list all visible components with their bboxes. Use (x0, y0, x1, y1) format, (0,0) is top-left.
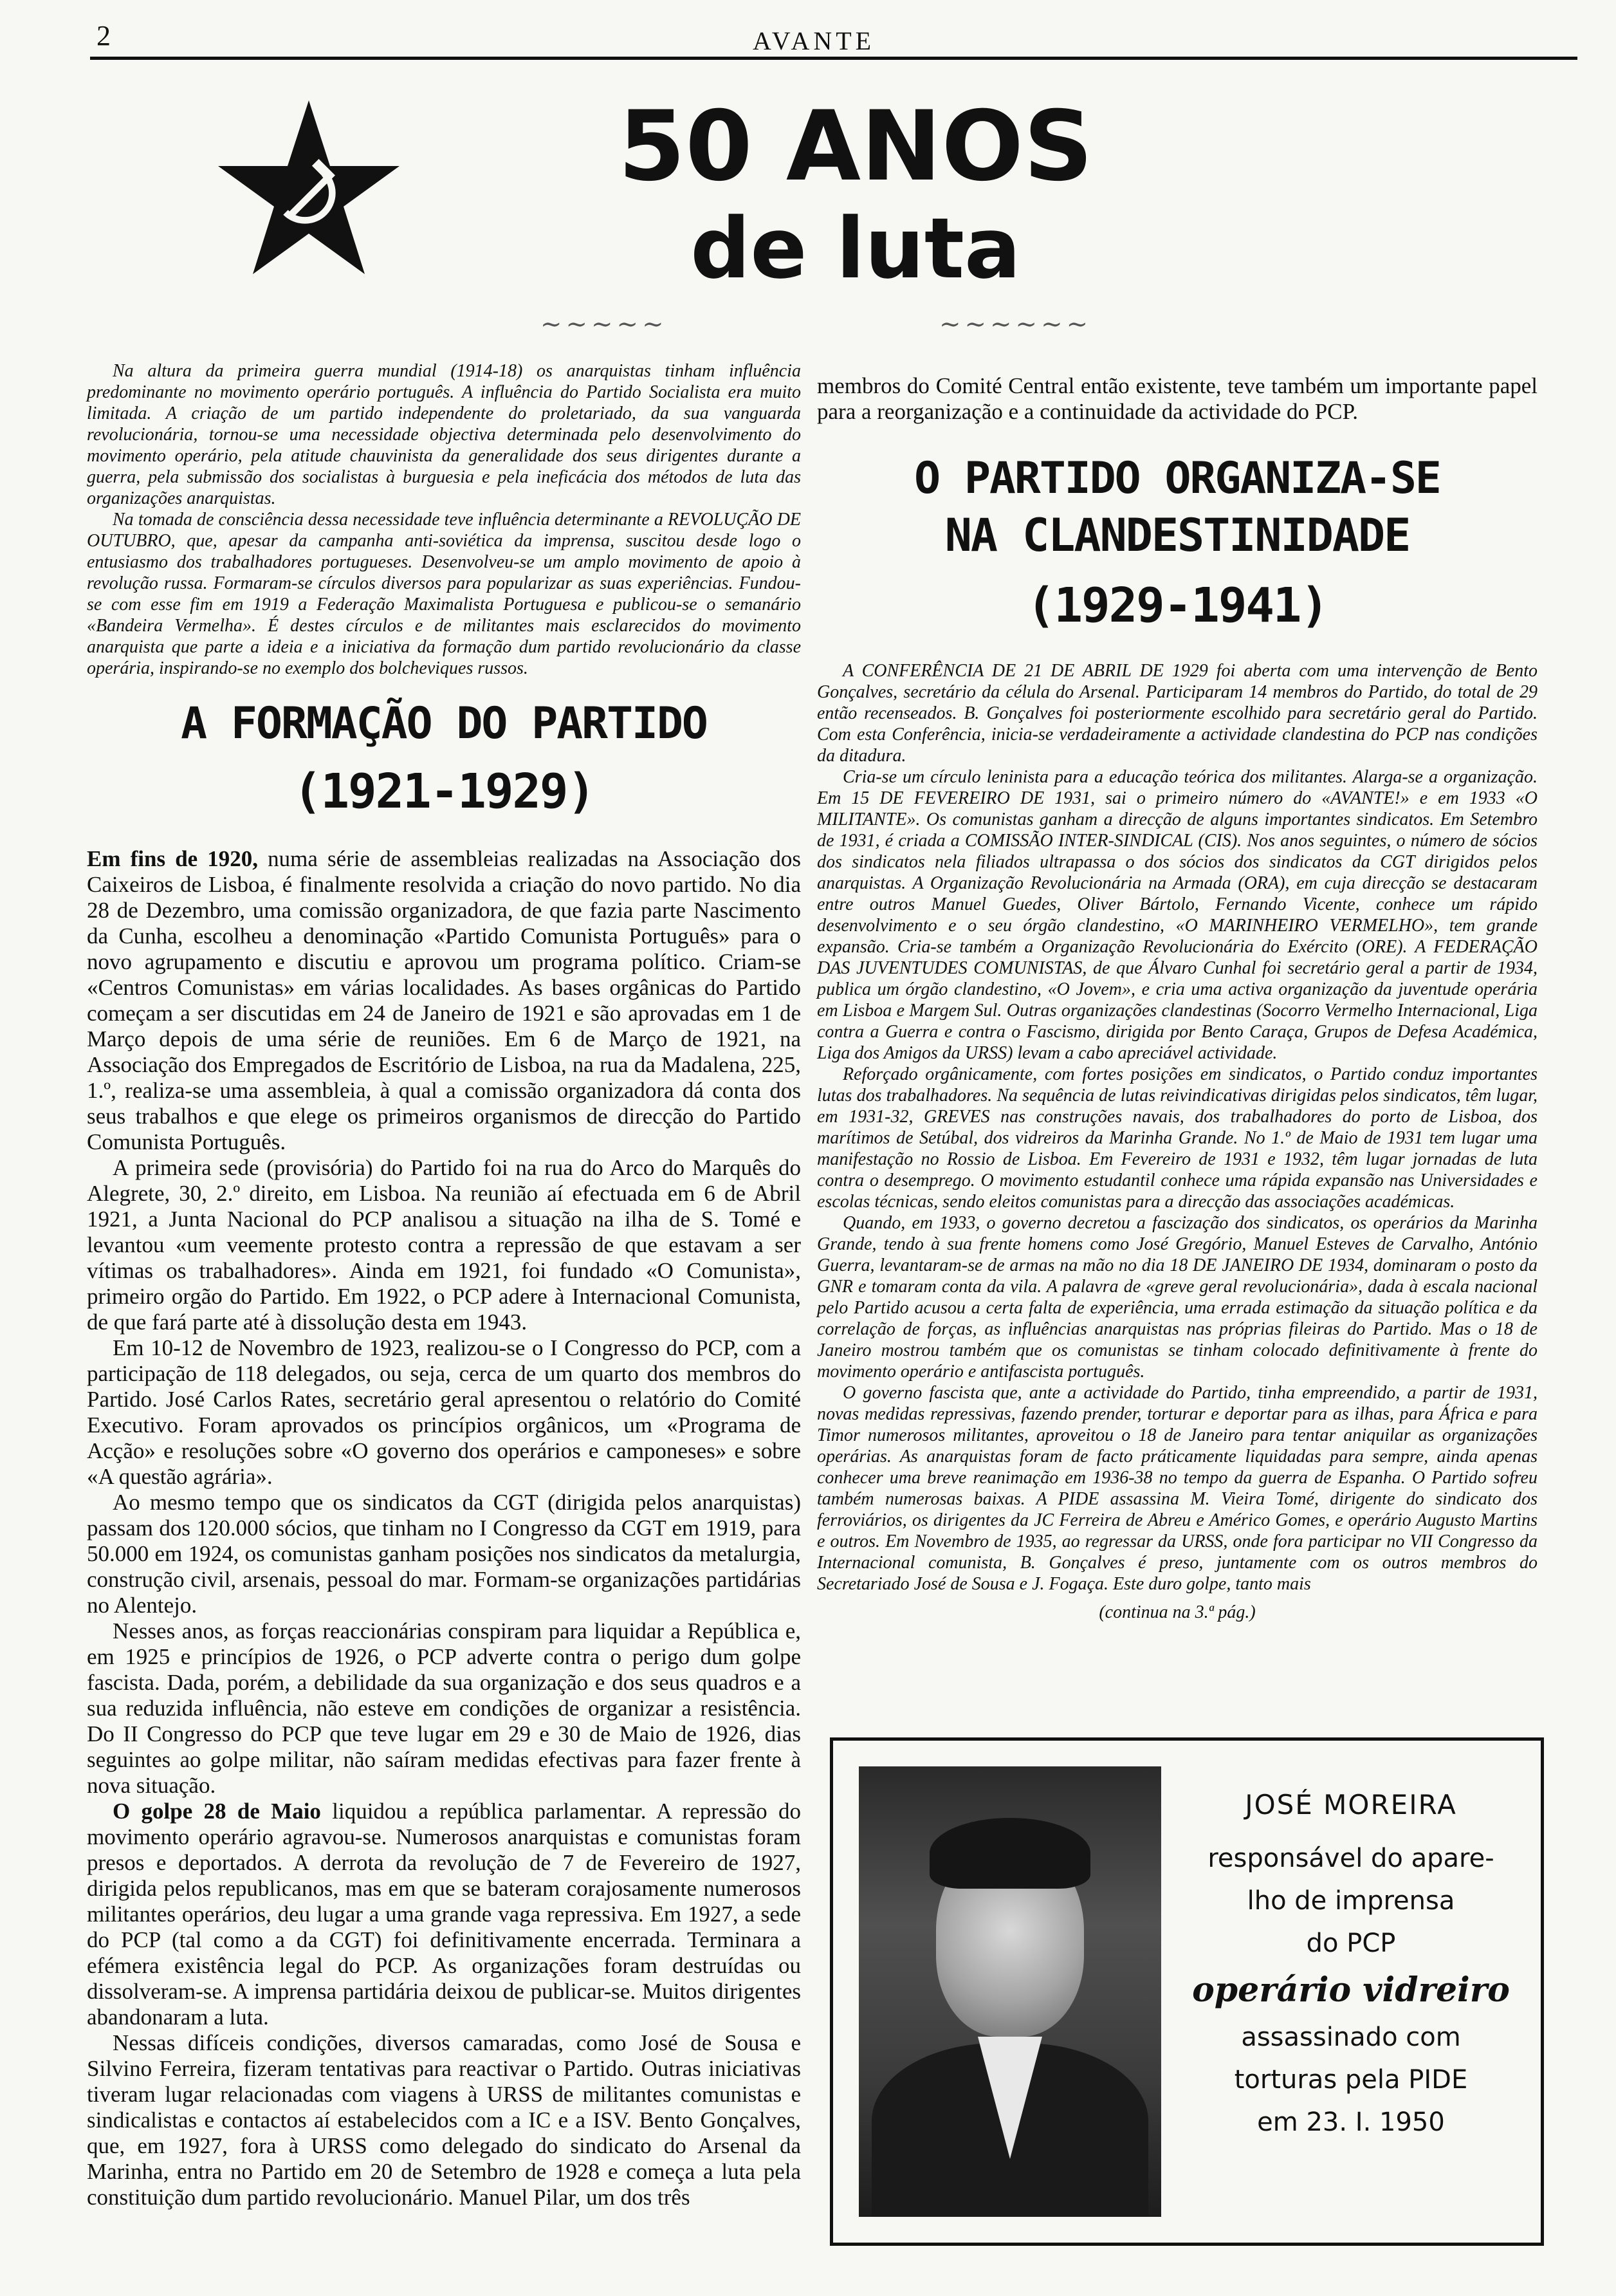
body-paragraph (87, 1155, 801, 1335)
tribute-line: assassinado com (1241, 2023, 1461, 2052)
title-ornament-right: ∼∼∼∼∼∼ (939, 310, 1092, 338)
continuation-paragraph: membros do Comité Central então existente, teve também um importante papel para a reorganização e a continuidade da actividade do PCP. (817, 373, 1538, 424)
main-title (598, 91, 1113, 297)
intro-paragraph: Na altura da primeira guerra mundial (1914-18) os anarquistas tinham influência predominante no movimento operário português. A influência do Partido Socialista era muito limitada. A criação de um partido independente do proletariado, da sua vanguarda revolucionária, tornou-se uma necessidade objectiva determinada pelo desenvolvimento do movimento operário, pela atitude chauvinista da generalidade dos seus dirigentes durante a guerra, pela submissão dos socialistas à burguesia e pela ineficácia dos métodos de luta das organizações anarquistas. (87, 361, 801, 508)
title-ornament-left: ∼∼∼∼∼ (540, 310, 668, 338)
page-number: 2 (96, 20, 111, 51)
portrait-photo (859, 1766, 1161, 2217)
body-paragraph (87, 1490, 801, 1618)
continued-note: (continua na 3.ª pág.) (1099, 1602, 1256, 1622)
body-paragraph: A CONFERÊNCIA DE 21 DE ABRIL DE 1929 foi aberta com uma intervenção de Bento Gonçalves, secretário da célula do Arsenal. Participaram 14 membros do Partido, do total de 29 então recenseados. B. Gonçalves foi posteriormente escolhido para secretário geral do Partido. Com esta Conferência, inicia-se verdadeiramente a actividade clandestina do PCP nas condições da ditadura. (817, 661, 1538, 766)
masthead: AVANTE (753, 26, 876, 55)
body-paragraph (87, 1618, 801, 1799)
intro-paragraph: Na tomada de consciência dessa necessidade teve influência determinante a REVOLUÇÃO DE OUTUBRO, que, apesar da campanha anti-soviética da imprensa, suscitou desde logo o entusiasmo dos trabalhadores portugueses. Desenvolveu-se um amplo movimento de apoio à revolução russa. Formaram-se círculos diversos para popularizar as suas experiências. Fundou-se com esse fim em 1919 a Federação Maximalista Portuguesa e publicou-se o semanário «Bandeira Vermelha». É destes círculos e de militantes mais esclarecidos do movimento anarquista que parte a ideia e a iniciativa da formação dum partido revolucionário da classe operária, inspirando-se no exemplo dos bolcheviques russos. (87, 510, 801, 678)
section-heading: NA CLANDESTINIDADE (944, 509, 1410, 562)
section-heading: O PARTIDO ORGANIZA-SE (914, 453, 1440, 504)
body-paragraph (87, 2030, 801, 2210)
paragraph-text: Em 10-12 de Novembro de 1923, realizou-se o I Congresso do PCP, com a participação de 118 delegados, ou seja, cerca de um quarto dos membros do Partido. José Carlos Rates, secretário geral apresentou o relatório do Comité Executivo. Foram aprovados os princípios orgânicos, um «Programa de Acção» e resoluções sobre «O governo dos operários e camponeses» e sobre «A questão agrária». (87, 1335, 801, 1489)
body-paragraph (87, 1335, 801, 1490)
paragraph-text: liquidou a república parlamentar. A repressão do movimento operário agravou-se. Numerosos anarquistas e comunistas foram presos e deportados. A derrota da revolução de 7 de Fevereiro de 1927, dirigida pelos republicanos, mas em que se bateram corajosamente numerosos militantes operários, deu lugar a uma grande vaga repressiva. Em 1927, a sede do PCP (tal como a da CGT) foi definitivamente encerrada. Terminara a efémera existência legal do PCP. As organizações foram destruídas ou dissolveram-se. A imprensa partidária deixou de publicar-se. Muitos dirigentes abandonaram a luta. (87, 1799, 801, 2030)
tribute-line: torturas pela PIDE (1234, 2065, 1468, 2095)
paragraph-text: Nesses anos, as forças reaccionárias conspiram para liquidar a República e, em 1925 e princípios de 1926, o PCP adverte contra o perigo dum golpe fascista. Dada, porém, a debilidade da sua organização e dos seus quadros e a sua reduzida influência, não esteve em condições de organizar a resistência. Do II Congresso do PCP que teve lugar em 29 e 30 de Maio de 1926, dias seguintes ao golpe militar, não saíram medidas efectivas para fazer frente à nova situação. (87, 1618, 801, 1798)
tribute-date: em 23. I. 1950 (1257, 2107, 1445, 2137)
top-rule (90, 57, 1577, 60)
body-paragraph (87, 1799, 801, 2030)
body-paragraph: Reforçado orgânicamente, com fortes posições em sindicatos, o Partido conduz importantes lutas dos trabalhadores. Na sequência de lutas reivindicativas dirigidas pelos sindicatos, têm lugar, em 1931-32, GREVES nas construções navais, dos trabalhadores do porto de Lisboa, dos marítimos de Setúbal, dos vidreiros da Marinha Grande. No 1.º de Maio de 1931 tem lugar uma manifestação no Rossio de Lisboa. Em Fevereiro de 1931 e 1932, têm lugar jornadas de luta contra o desemprego. O movimento estudantil conhece uma rápida expansão nas Universidades e escolas técnicas, sendo eleitos comunistas para a direcção das associações académicas. (817, 1064, 1538, 1212)
body-paragraph: O governo fascista que, ante a actividade do Partido, tinha empreendido, a partir de 1931, novas medidas repressivas, fazendo prender, torturar e deportar para as ilhas, para África e para Timor numerosos militantes, aproveitou o 18 de Janeiro para tentar aniquilar as organizações operárias. As anarquistas foram de facto práticamente liquidadas para sempre, ainda apenas conhecer uma breve reanimação em 1936-38 no tempo da guerra de Espanha. O Partido sofreu também numerosas baixas. A PIDE assassina M. Vieira Tomé, dirigente do sindicato dos ferroviários, os dirigentes da JC Ferreira de Abreu e Américo Gomes, e operário Augusto Martins e outros. Em Novembro de 1935, ao regressar da URSS, onde fora participar no VII Congresso da Internacional comunista, B. Gonçalves é preso, juntamente com os outros membros do Secretariado José de Sousa e J. Fogaça. Este duro golpe, tanto mais (817, 1383, 1538, 1594)
title-line-2: de luta (690, 199, 1021, 297)
hammer-and-sickle-star-icon (212, 97, 405, 290)
paragraph-lead: Em fins de 1920, (87, 846, 259, 871)
tribute-emphasis: operário vidreiro (1192, 1970, 1510, 2010)
body-paragraph (87, 846, 801, 1155)
tribute-caption (1174, 1786, 1528, 2143)
paragraph-text: A primeira sede (provisória) do Partido foi na rua do Arco do Marquês do Alegrete, 30, 2.º direito, em Lisboa. Na reunião aí efectuada em 6 de Abril 1921, a Junta Nacional do PCP analisou a situação na ilha de S. Tomé e levantou «um veemente protesto contra a repressão de que estavam a ser vítimas os trabalhadores». Ainda em 1921, foi fundado «O Comunista», primeiro orgão do Partido. Em 1922, o PCP adere à Internacional Comunista, de que fará parte até à dissolução desta em 1943. (87, 1155, 801, 1335)
paragraph-text: numa série de assembleias realizadas na Associação dos Caixeiros de Lisboa, é finalmente resolvida a criação do novo partido. No dia 28 de Dezembro, uma comissão organizadora, de que fazia parte Nascimento da Cunha, escolheu a denominação «Partido Comunista Português» para o novo agrupamento e discutiu e aprovou um programa político. Criam-se «Centros Comunistas» em várias localidades. As bases orgânicas do Partido começam a ser discutidas em 24 de Janeiro de 1921 e são aprovadas em 1 de Março depois de uma série de reuniões. Em 6 de Março de 1921, na Associação dos Empregados de Escritório de Lisboa, na rua da Madalena, 225, 1.º, realiza-se uma assembleia, à qual a comissão organizadora dá conta dos seus trabalhos e que elege os primeiros organismos de direcção do Partido Comunista Português. (87, 846, 801, 1154)
tribute-line: do PCP (1306, 1929, 1396, 1958)
portrait-hair (930, 1818, 1090, 1889)
paragraph-text: Nessas difíceis condições, diversos camaradas, como José de Sousa e Silvino Ferreira, fizeram tentativas para reactivar o Partido. Outras iniciativas tiveram lugar relacionadas com viagens à URSS de militantes comunistas e sindicalistas e contactos aí estabelecidos com a IC e a ISV. Bento Gonçalves, que, em 1927, fora à URSS como delegado do sindicato do Arsenal da Marinha, entra no Partido em 20 de Setembro de 1928 e começa a luta pela constituição dum partido revolucionário. Manuel Pilar, um dos três (87, 2030, 801, 2210)
paragraph-lead: O golpe 28 de Maio (113, 1799, 321, 1824)
tribute-box (830, 1737, 1544, 2246)
tribute-line: responsável do apare- (1207, 1844, 1494, 1873)
paragraph-text: Ao mesmo tempo que os sindicatos da CGT (dirigida pelos anarquistas) passam dos 120.000 sócios, que tinham no I Congresso da CGT em 1919, para 50.000 em 1924, os comunistas ganham posições nos sindicatos da metalurgia, construção civil, arsenais, pessoal do mar. Formam-se organizações partidárias no Alentejo. (87, 1490, 801, 1618)
tribute-line: lho de imprensa (1247, 1886, 1455, 1916)
left-column (87, 360, 801, 2210)
body-paragraph: Cria-se um círculo leninista para a educação teórica dos militantes. Alarga-se a organização. Em 15 DE FEVEREIRO DE 1931, sai o primeiro número do «AVANTE!» e em 1933 «O MILITANTE». Os comunistas ganham a direcção de alguns importantes sindicatos. Em Setembro de 1931, é criada a COMISSÃO INTER-SINDICAL (CIS). Nos anos seguintes, o número de sócios dos sindicatos nela filiados ultrapassa o dos sócios dos sindicatos da CGT dirigidos pelos anarquistas. A Organização Revolucionária na Armada (ORA), em cuja direcção se destacaram entre outros Manuel Guedes, Oliver Bártolo, Fernando Vicente, conhece um rápido desenvolvimento e o seu órgão clandestino, «O MARINHEIRO VERMELHO», tem grande expansão. Cria-se também a Organização Revolucionária do Exército (ORE). A FEDERAÇÃO DAS JUVENTUDES COMUNISTAS, de que Álvaro Cunhal foi secretário geral a partir de 1934, publica um órgão clandestino, «O Jovem», e cria uma activa organização da juventude operária em Lisboa e Margem Sul. Outras organizações clandestinas (Socorro Vermelho Internacional, Liga contra a Guerra e contra o Fascismo, dirigida por Bento Caraça, Grupos de Defesa Académica, Liga dos Amigos da URSS) levam a cabo apreciável actividade. (817, 767, 1538, 1063)
title-line-1: 50 ANOS (618, 91, 1094, 203)
body-paragraph: Quando, em 1933, o governo decretou a fascização dos sindicatos, os operários da Marinha Grande, tendo à sua frente homens como José Gregório, Manuel Esteves de Carvalho, António Guerra, levantaram-se de armas na mão no dia 18 DE JANEIRO DE 1934, dominaram o posto da GNR e tomaram conta da vila. A palavra de «greve geral revolucionária», dada à escala nacional pelo Partido acusou a certa falta de experiência, uma errada estimação da situação política e da correlação de forças, as influências anarquistas nas próprias fileiras do Partido. Mas o 18 de Janeiro mostrou também que os comunistas se tinham colocado definitivamente à frente do movimento operário e antifascista português. (817, 1213, 1538, 1382)
section-years: (1929-1941) (1026, 578, 1328, 633)
tribute-name: JOSÉ MOREIRA (1245, 1789, 1457, 1820)
section-heading: A FORMAÇÃO DO PARTIDO (181, 698, 707, 749)
section-years: (1921-1929) (293, 764, 595, 819)
right-column (817, 373, 1538, 1623)
